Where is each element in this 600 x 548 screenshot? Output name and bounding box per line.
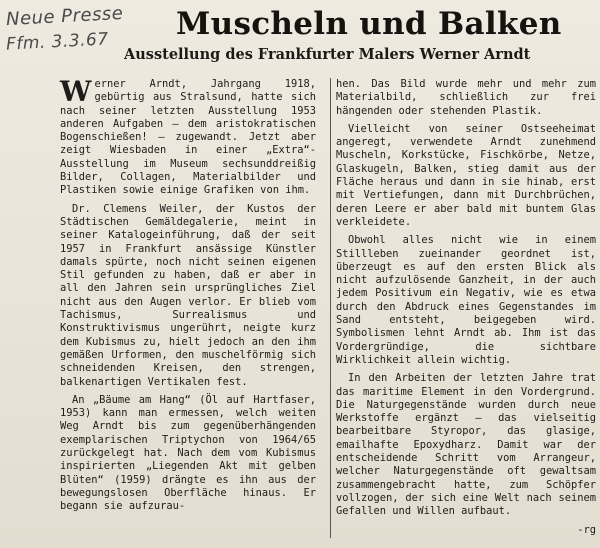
- author-signature: -rg: [577, 523, 596, 536]
- paragraph: An „Bäume am Hang“ (Öl auf Hartfaser, 1953) kann man ermessen, welch weiten Weg Arndt bis zum gegenüberhängenden exemplarischen Triptychon von 1964/65 zurückgelegt hat. Nach dem vom Kubismus inspirierten „Liegenden Akt mit gelben Blüten“ (1959) drängte es ihn aus der bewegungslosen Oberfläche hinaus. Er begann sie aufzurau-: [60, 393, 316, 513]
- paragraph: [60, 75, 316, 198]
- handwritten-date: Ffm. 3.3.67: [5, 29, 110, 55]
- paragraph-text: erner Arndt, Jahrgang 1918, gebürtig aus Stralsund, hatte sich nach seiner letzten Ausstellung 1953 anderen Aufgaben — dem aristokratischen Bogenschießen! — zugewandt. Jetzt aber zeigt Wiesbaden in einer „Extra“-Ausstellung im Museum sechsunddreißig Bilder, Collagen, Materialbilder und Plastiken sowie einige Grafiken von ihm.: [60, 78, 316, 197]
- paragraph: Vielleicht von seiner Ostseeheimat angeregt, verwendete Arndt zunehmend Muscheln, Korkstücke, Fischkörbe, Netze, Glaskugeln, Balken, stieg damit aus der Fläche heraus und dann in sie hinab, erst mit Vertiefungen, dann mit Durchbrüchen, deren Leere er aber bald mit buntem Glas verkleidete.: [336, 122, 596, 228]
- paragraph: Obwohl alles nicht wie in einem Stillleben zueinander geordnet ist, überzeugt es auf den ersten Blick als nicht aufzulösende Ganzheit, in der auch jedem Positivum ein Negativ, wie es etwa durch den Abdruck eines Gegenstandes im Sand entsteht, beigegeben wird. Symbolismen lehnt Arndt ab. Ihm ist das Vordergründige, die sichtbare Wirklichkeit allein wichtig.: [336, 234, 596, 366]
- paragraph: Dr. Clemens Weiler, der Kustos der Städtischen Gemäldegalerie, meint in seiner Katalogeinführung, daß der seit 1957 in Frankfurt ansässige Künstler damals spürte, noch nicht seinen eigenen Stil gefunden zu haben, daß er aber in all den Jahren sein ursprüngliches Ziel nicht aus den Augen verlor. Er blieb vom Tachismus, Surrealismus und Konstruktivismus ungerührt, neigte kurz dem Kubismus zu, hielt jedoch an den ihm gemäßen Urformen, den muschelförmig sich schneidenden Kreisen, den strengen, balkenartigen Vertikalen fest.: [60, 202, 316, 388]
- left-column: [60, 75, 316, 519]
- handwritten-source: Neue Presse: [5, 2, 124, 31]
- right-column: [336, 78, 596, 537]
- column-divider: [330, 78, 331, 538]
- paragraph: In den Arbeiten der letzten Jahre trat das maritime Element in den Vordergrund. Die Naturgegenstände wurden durch neue Werkstoffe ergänzt — das vielseitig bearbeitbare Styropor, das glasige, emailhafte Epoxydharz. Damit war der entscheidende Schritt vom Arrangeur, welcher Naturgegenstände oft gewaltsam zusammengebracht hatte, zum Schöpfer vollzogen, der sich eine Welt nach seinem Gefallen und Willen aufbaut.: [336, 372, 596, 518]
- article-subtitle: Ausstellung des Frankfurter Malers Werner Arndt: [124, 46, 531, 63]
- drop-cap: W: [60, 75, 92, 108]
- paragraph: hen. Das Bild wurde mehr und mehr zum Materialbild, schließlich zur frei hängenden oder stehenden Plastik.: [336, 78, 596, 117]
- article-title: Muscheln und Balken: [176, 6, 562, 42]
